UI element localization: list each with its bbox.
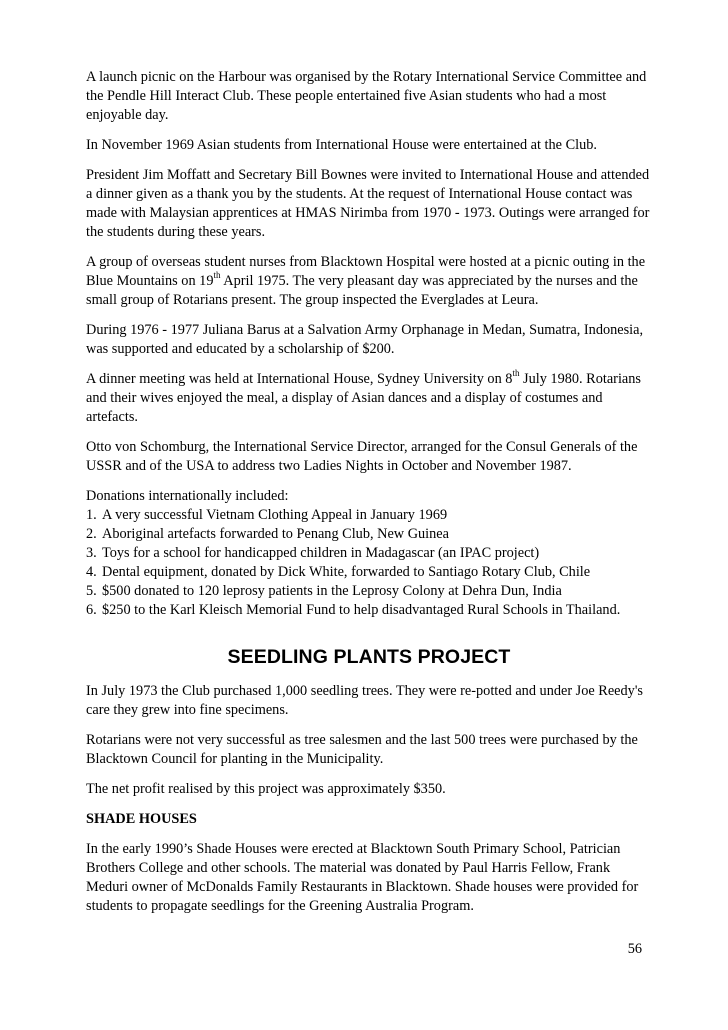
list-item [86,525,652,544]
paragraph-international-house-dinner: President Jim Moffatt and Secretary Bill Bownes were invited to International House and attended a dinner given as a thank you by the students. At the request of International House contact was made with Malaysian apprentices at HMAS Nirimba from 1970 - 1973. Outings were arranged for the students during these years. [86,167,650,240]
list-item [86,544,652,563]
list-item-text: Toys for a school for handicapped children in Madagascar (an IPAC project) [102,545,540,561]
donations-list [86,487,652,620]
paragraph-dinner-meeting [86,370,652,427]
paragraph-seedling-purchase: In July 1973 the Club purchased 1,000 seedling trees. They were re-potted and under Joe Reedy's care they grew into fine specimens. [86,683,643,718]
paragraph-tree-salesmen: Rotarians were not very successful as tree salesmen and the last 500 trees were purchased by the Blacktown Council for planting in the Municipality. [86,732,638,767]
list-item-number: 3. [86,545,97,561]
nurses-text-before: A group of overseas student nurses from Blacktown Hospital were hosted at a picnic outing in the Blue Mountains on 19 [86,254,646,289]
document-page [86,68,652,927]
section-title-seedling-plants: SEEDLING PLANTS PROJECT [227,646,511,668]
paragraph-november-1969: In November 1969 Asian students from International House were entertained at the Club. [86,137,597,153]
list-item-text: Dental equipment, donated by Dick White, forwarded to Santiago Rotary Club, Chile [102,564,591,580]
list-item-number: 4. [86,564,97,580]
list-item-number: 5. [86,583,97,599]
subheading-shade-houses: SHADE HOUSES [86,811,197,827]
nurses-ordinal-suffix: th [213,270,221,281]
dinner-text-after: July 1980. Rotarians and their wives enjoyed the meal, a display of Asian dances and a display of costumes and artefacts. [86,371,641,425]
page-number: 56 [627,941,642,957]
paragraph-orphanage-scholarship: During 1976 - 1977 Juliana Barus at a Salvation Army Orphanage in Medan, Sumatra, Indonesia, was supported and educated by a scholarship of $200. [86,322,644,357]
list-item [86,582,652,601]
list-item [86,601,652,620]
list-item [86,563,652,582]
list-item-number: 6. [86,602,97,618]
list-item-text: $500 donated to 120 leprosy patients in the Leprosy Colony at Dehra Dun, India [102,583,562,599]
paragraph-consul-generals: Otto von Schomburg, the International Service Director, arranged for the Consul Generals of the USSR and of the USA to address two Ladies Nights in October and November 1987. [86,439,638,474]
nurses-text-after: April 1975. The very pleasant day was appreciated by the nurses and the small group of Rotarians present. The group inspected the Everglades at Leura. [86,273,638,308]
list-item-number: 2. [86,526,97,542]
list-item-text: A very successful Vietnam Clothing Appeal in January 1969 [102,507,448,523]
paragraph-harbour-picnic: A launch picnic on the Harbour was organised by the Rotary International Service Committee and the Pendle Hill Interact Club. These people entertained five Asian students who had a most enjoyable day. [86,69,647,123]
list-item-number: 1. [86,507,97,523]
list-item-text: $250 to the Karl Kleisch Memorial Fund to help disadvantaged Rural Schools in Thailand. [102,602,621,618]
dinner-text-before: A dinner meeting was held at International House, Sydney University on 8 [86,371,513,387]
paragraph-shade-houses: In the early 1990’s Shade Houses were erected at Blacktown South Primary School, Patrician Brothers College and other schools. The material was donated by Paul Harris Fellow, Frank Meduri owner of McDonalds Family Restaurants in Blacktown. Shade houses were provided for students to propagate seedlings for the Greening Australia Program. [86,841,639,914]
paragraph-student-nurses [86,253,652,310]
donations-intro: Donations internationally included: [86,488,289,504]
list-item [86,506,652,525]
dinner-ordinal-suffix: th [512,368,520,379]
list-item-text: Aboriginal artefacts forwarded to Penang Club, New Guinea [102,526,449,542]
paragraph-net-profit: The net profit realised by this project was approximately $350. [86,781,446,797]
